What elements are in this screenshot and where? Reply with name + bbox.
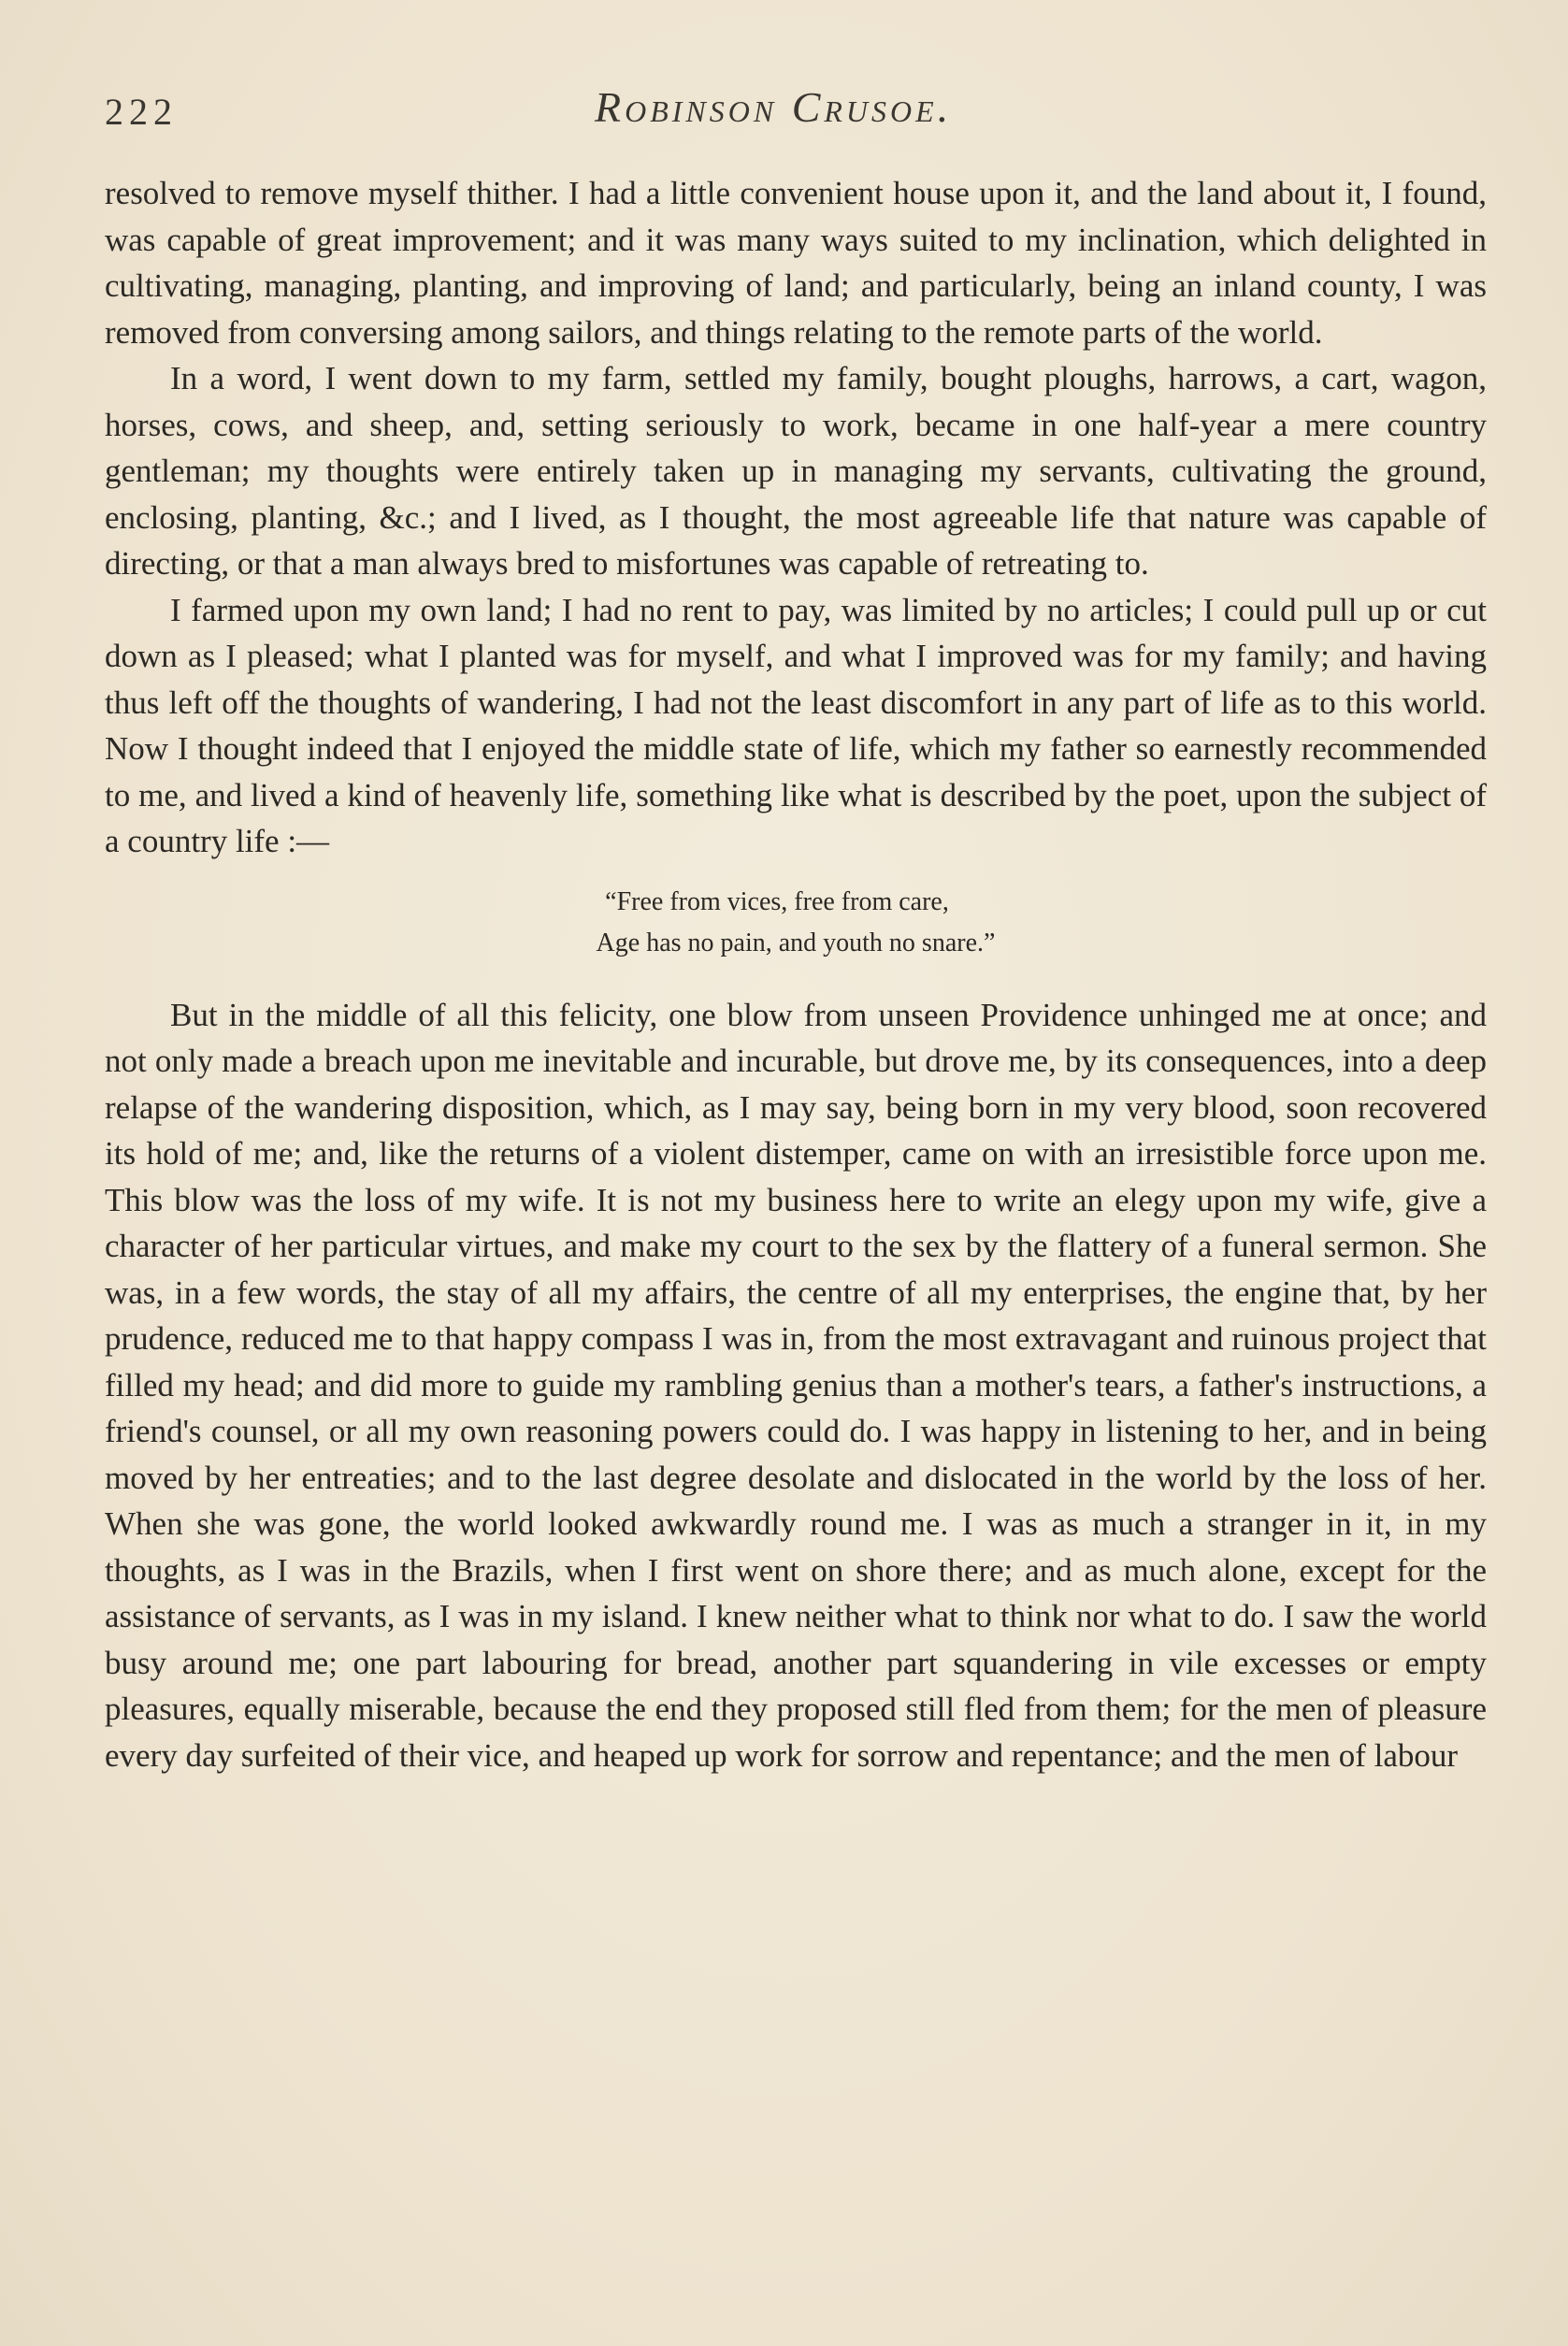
paragraph-3: I farmed upon my own land; I had no rent to pay, was limited by no articles; I could pull up or cut down as I pleased; what I planted was for myself, and what I improved was for my family; and having thus left off the thoughts of wandering, I had not the least discomfort in any part of life as to this world. Now I thought indeed that I enjoyed the middle state of life, which my father so earnestly recommended to me, and lived a kind of heavenly life, something like what is described by the poet, upon the subject of a country life :— bbox=[105, 591, 1487, 859]
verse-quotation bbox=[105, 882, 1487, 964]
paragraph-2: In a word, I went down to my farm, settled my family, bought ploughs, harrows, a cart, wagon, horses, cows, and sheep, and, setting seriously to work, became in one half-year a mere country gentleman; my thoughts were entirely taken up in managing my servants, cultivating the ground, enclosing, planting, &c.; and I lived, as I thought, the most agreeable life that nature was capable of directing, or that a man always bred to misfortunes was capable of retreating to. bbox=[105, 360, 1487, 582]
paragraph-4: But in the middle of all this felicity, one blow from unseen Providence unhinged me at once; and not only made a breach upon me inevitable and incurable, but drove me, by its consequences, into a deep relapse of the wandering disposition, which, as I may say, being born in my very blood, soon recovered its hold of me; and, like the returns of a violent distemper, came on with an irresistible force upon me. This blow was the loss of my wife. It is not my business here to write an elegy upon my wife, give a character of her particular virtues, and make my court to the sex by the flattery of a funeral sermon. She was, in a few words, the stay of all my affairs, the centre of all my enterprises, the engine that, by her prudence, reduced me to that happy compass I was in, from the most extravagant and ruinous project that filled my head; and did more to guide my rambling genius than a mother's tears, a father's instructions, a friend's counsel, or all my own reasoning powers could do. I was happy in listening to her, and in being moved by her entreaties; and to the last degree desolate and dislocated in the world by the loss of her. When she was gone, the world looked awkwardly round me. I was as much a stranger in it, in my thoughts, as I was in the Brazils, when I first went on shore there; and as much alone, except for the assistance of servants, as I was in my island. I knew neither what to think nor what to do. I saw the world busy around me; one part labouring for bread, another part squandering in vile excesses or empty pleasures, equally miserable, because the end they proposed still fled from them; for the men of pleasure every day surfeited of their vice, and heaped up work for sorrow and repentance; and the men of labour bbox=[105, 996, 1487, 1774]
verse-line-1: “Free from vices, free from care, bbox=[605, 886, 949, 916]
page-number: 222 bbox=[105, 91, 178, 133]
verse-line-2: Age has no pain, and youth no snare.” bbox=[596, 928, 996, 957]
body-text bbox=[105, 170, 1487, 1778]
paragraph-1: resolved to remove myself thither. I had a little convenient house upon it, and the land about it, I found, was capable of great improvement; and it was many ways suited to my inclination, which delighted in cultivating, managing, planting, and improving of land; and particularly, being an inland county, I was removed from conversing among sailors, and things relating to the remote parts of the world. bbox=[105, 175, 1487, 351]
running-title: Robinson Crusoe. bbox=[595, 83, 953, 131]
